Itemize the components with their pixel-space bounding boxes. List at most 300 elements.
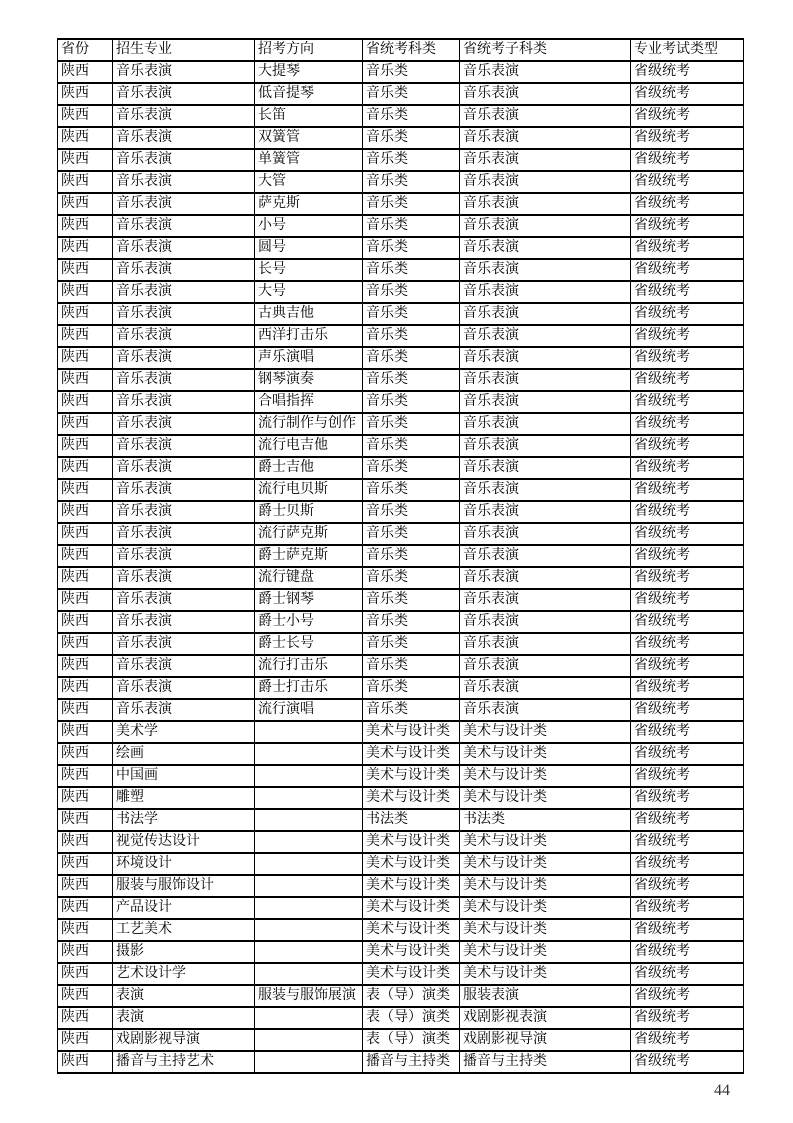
table-cell: 音乐类 — [363, 61, 460, 83]
table-cell: 音乐表演 — [113, 325, 255, 347]
table-cell: 爵士打击乐 — [255, 677, 363, 699]
table-cell: 大提琴 — [255, 61, 363, 83]
table-cell: 音乐表演 — [460, 611, 631, 633]
table-cell: 省级统考 — [631, 633, 744, 655]
table-cell: 音乐类 — [363, 567, 460, 589]
table-cell: 美术与设计类 — [363, 721, 460, 743]
table-cell: 美术与设计类 — [460, 963, 631, 985]
table-cell: 省级统考 — [631, 677, 744, 699]
table-cell: 省级统考 — [631, 743, 744, 765]
table-cell: 美术与设计类 — [460, 743, 631, 765]
table-row — [58, 127, 744, 149]
table-row — [58, 589, 744, 611]
table-cell: 省级统考 — [631, 919, 744, 941]
table-cell: 长笛 — [255, 105, 363, 127]
table-cell: 音乐类 — [363, 611, 460, 633]
table-cell: 省级统考 — [631, 897, 744, 919]
table-row — [58, 875, 744, 897]
table-cell: 音乐类 — [363, 369, 460, 391]
table-cell: 省级统考 — [631, 875, 744, 897]
table-cell: 音乐类 — [363, 589, 460, 611]
table-cell — [255, 853, 363, 875]
table-cell — [255, 919, 363, 941]
header-row — [58, 39, 744, 61]
table-cell: 音乐表演 — [460, 127, 631, 149]
table-cell: 陕西 — [58, 787, 113, 809]
table-cell: 陕西 — [58, 259, 113, 281]
table-cell: 省级统考 — [631, 369, 744, 391]
table-cell: 戏剧影视导演 — [113, 1029, 255, 1051]
table-cell: 陕西 — [58, 853, 113, 875]
table-cell: 爵士贝斯 — [255, 501, 363, 523]
table-cell: 陕西 — [58, 523, 113, 545]
table-cell: 美术与设计类 — [363, 897, 460, 919]
table-cell: 长号 — [255, 259, 363, 281]
table-cell: 省级统考 — [631, 831, 744, 853]
table-cell: 省级统考 — [631, 545, 744, 567]
table-cell: 美术与设计类 — [460, 919, 631, 941]
table-cell: 美术与设计类 — [363, 787, 460, 809]
table-cell: 音乐表演 — [113, 237, 255, 259]
table-cell: 声乐演唱 — [255, 347, 363, 369]
table-cell: 音乐类 — [363, 83, 460, 105]
table-cell: 省级统考 — [631, 963, 744, 985]
table-cell: 省级统考 — [631, 655, 744, 677]
table-cell — [255, 721, 363, 743]
table-row — [58, 787, 744, 809]
table-cell: 音乐类 — [363, 391, 460, 413]
table-cell: 音乐表演 — [113, 501, 255, 523]
table-row — [58, 523, 744, 545]
table-cell: 省级统考 — [631, 303, 744, 325]
table-cell: 陕西 — [58, 655, 113, 677]
table-cell: 陕西 — [58, 743, 113, 765]
table-row — [58, 281, 744, 303]
table-cell — [255, 941, 363, 963]
table-cell: 省级统考 — [631, 567, 744, 589]
table-cell: 美术与设计类 — [363, 875, 460, 897]
table-cell: 书法类 — [363, 809, 460, 831]
table-row — [58, 699, 744, 721]
table-cell: 艺术设计学 — [113, 963, 255, 985]
table-cell: 美术与设计类 — [460, 831, 631, 853]
table-cell: 播音与主持类 — [460, 1051, 631, 1073]
table-cell: 美术与设计类 — [363, 963, 460, 985]
table-cell: 合唱指挥 — [255, 391, 363, 413]
table-cell: 音乐表演 — [113, 699, 255, 721]
table-cell: 美术与设计类 — [460, 853, 631, 875]
table-cell: 陕西 — [58, 963, 113, 985]
table-cell: 陕西 — [58, 633, 113, 655]
table-cell: 流行键盘 — [255, 567, 363, 589]
table-cell: 双簧管 — [255, 127, 363, 149]
table-cell: 美术与设计类 — [363, 765, 460, 787]
table-cell: 陕西 — [58, 193, 113, 215]
table-cell: 古典吉他 — [255, 303, 363, 325]
table-row — [58, 941, 744, 963]
table-cell: 省级统考 — [631, 699, 744, 721]
table-cell: 音乐类 — [363, 347, 460, 369]
table-cell: 陕西 — [58, 765, 113, 787]
table-cell: 音乐类 — [363, 281, 460, 303]
table-cell: 陕西 — [58, 1007, 113, 1029]
table-cell: 音乐类 — [363, 457, 460, 479]
table-cell: 陕西 — [58, 215, 113, 237]
table-cell: 爵士吉他 — [255, 457, 363, 479]
table-cell: 省级统考 — [631, 479, 744, 501]
table-cell: 陕西 — [58, 391, 113, 413]
table-cell: 音乐表演 — [460, 567, 631, 589]
table-row — [58, 765, 744, 787]
column-header: 招考方向 — [255, 39, 363, 61]
table-cell — [255, 765, 363, 787]
table-row — [58, 963, 744, 985]
table-cell: 单簧管 — [255, 149, 363, 171]
table-cell: 音乐类 — [363, 127, 460, 149]
table-cell: 音乐表演 — [113, 193, 255, 215]
table-row — [58, 501, 744, 523]
table-cell: 音乐表演 — [460, 105, 631, 127]
table-cell: 工艺美术 — [113, 919, 255, 941]
table-cell: 大号 — [255, 281, 363, 303]
table-cell — [255, 897, 363, 919]
table-cell: 流行电吉他 — [255, 435, 363, 457]
table-cell: 省级统考 — [631, 237, 744, 259]
table-cell: 陕西 — [58, 303, 113, 325]
table-cell: 陕西 — [58, 809, 113, 831]
table-cell: 音乐表演 — [460, 61, 631, 83]
table-cell: 美术与设计类 — [460, 721, 631, 743]
table-cell: 音乐表演 — [113, 281, 255, 303]
table-cell: 音乐表演 — [113, 413, 255, 435]
table-cell: 萨克斯 — [255, 193, 363, 215]
table-cell: 省级统考 — [631, 611, 744, 633]
table-cell: 陕西 — [58, 831, 113, 853]
table-cell: 省级统考 — [631, 809, 744, 831]
table-cell: 省级统考 — [631, 1007, 744, 1029]
table-row — [58, 435, 744, 457]
table-cell: 表演 — [113, 985, 255, 1007]
table-cell: 美术学 — [113, 721, 255, 743]
table-cell: 陕西 — [58, 369, 113, 391]
table-cell: 服装与服饰展演 — [255, 985, 363, 1007]
table-row — [58, 325, 744, 347]
table-cell: 陕西 — [58, 413, 113, 435]
table-cell: 陕西 — [58, 611, 113, 633]
table-cell: 省级统考 — [631, 457, 744, 479]
table-cell: 服装表演 — [460, 985, 631, 1007]
table-row — [58, 611, 744, 633]
column-header: 省份 — [58, 39, 113, 61]
table-cell: 音乐表演 — [460, 523, 631, 545]
table-cell: 音乐类 — [363, 699, 460, 721]
table-cell: 音乐表演 — [113, 523, 255, 545]
table-cell: 表（导）演类 — [363, 1007, 460, 1029]
table-row — [58, 237, 744, 259]
table-cell: 音乐类 — [363, 545, 460, 567]
table-cell: 音乐表演 — [460, 215, 631, 237]
table-cell: 音乐表演 — [113, 655, 255, 677]
table-row — [58, 985, 744, 1007]
table-cell: 表演 — [113, 1007, 255, 1029]
table-cell: 音乐表演 — [460, 677, 631, 699]
table-cell: 戏剧影视表演 — [460, 1007, 631, 1029]
table-row — [58, 831, 744, 853]
table-cell: 陕西 — [58, 347, 113, 369]
table-cell: 音乐表演 — [113, 83, 255, 105]
table-cell: 音乐表演 — [113, 391, 255, 413]
table-cell: 省级统考 — [631, 1051, 744, 1073]
table-cell: 音乐类 — [363, 413, 460, 435]
table-cell: 流行打击乐 — [255, 655, 363, 677]
table-cell: 表（导）演类 — [363, 1029, 460, 1051]
table-cell: 省级统考 — [631, 171, 744, 193]
table-row — [58, 677, 744, 699]
table-cell — [255, 787, 363, 809]
table-cell: 省级统考 — [631, 61, 744, 83]
table-cell: 音乐表演 — [113, 677, 255, 699]
table-cell: 陕西 — [58, 325, 113, 347]
table-cell: 省级统考 — [631, 435, 744, 457]
table-row — [58, 105, 744, 127]
table-cell: 省级统考 — [631, 347, 744, 369]
table-row — [58, 655, 744, 677]
table-cell: 省级统考 — [631, 721, 744, 743]
table-row — [58, 1007, 744, 1029]
table-cell: 音乐类 — [363, 105, 460, 127]
table-cell: 陕西 — [58, 589, 113, 611]
table-row — [58, 743, 744, 765]
table-cell: 流行演唱 — [255, 699, 363, 721]
table-cell: 陕西 — [58, 457, 113, 479]
table-row — [58, 369, 744, 391]
table-cell: 陕西 — [58, 985, 113, 1007]
table-cell: 音乐表演 — [113, 171, 255, 193]
table-cell: 陕西 — [58, 501, 113, 523]
table-cell: 省级统考 — [631, 1029, 744, 1051]
table-cell: 美术与设计类 — [460, 897, 631, 919]
table-cell: 美术与设计类 — [460, 875, 631, 897]
table-cell: 音乐类 — [363, 237, 460, 259]
table-cell: 音乐表演 — [460, 633, 631, 655]
admissions-table — [57, 38, 744, 1074]
table-cell: 省级统考 — [631, 325, 744, 347]
table-cell: 音乐表演 — [460, 149, 631, 171]
table-cell: 省级统考 — [631, 985, 744, 1007]
table-cell: 小号 — [255, 215, 363, 237]
table-cell: 音乐表演 — [113, 259, 255, 281]
table-cell: 音乐表演 — [460, 501, 631, 523]
column-header: 招生专业 — [113, 39, 255, 61]
column-header: 省统考科类 — [363, 39, 460, 61]
table-cell: 美术与设计类 — [460, 941, 631, 963]
table-cell: 流行萨克斯 — [255, 523, 363, 545]
table-row — [58, 171, 744, 193]
table-cell: 音乐表演 — [460, 83, 631, 105]
table-cell: 音乐表演 — [113, 545, 255, 567]
table-cell: 爵士萨克斯 — [255, 545, 363, 567]
table-cell: 钢琴演奏 — [255, 369, 363, 391]
table-cell: 音乐表演 — [113, 347, 255, 369]
table-cell: 陕西 — [58, 435, 113, 457]
table-cell: 音乐表演 — [113, 61, 255, 83]
table-cell: 省级统考 — [631, 501, 744, 523]
table-cell: 音乐类 — [363, 259, 460, 281]
table-cell: 环境设计 — [113, 853, 255, 875]
table-cell: 播音与主持艺术 — [113, 1051, 255, 1073]
table-cell: 陕西 — [58, 83, 113, 105]
table-cell: 音乐表演 — [113, 479, 255, 501]
table-row — [58, 259, 744, 281]
table-cell: 陕西 — [58, 127, 113, 149]
table-cell: 戏剧影视导演 — [460, 1029, 631, 1051]
table-cell: 书法类 — [460, 809, 631, 831]
table-cell: 圆号 — [255, 237, 363, 259]
table-cell: 音乐表演 — [113, 567, 255, 589]
table-cell: 陕西 — [58, 721, 113, 743]
table-cell: 音乐表演 — [460, 391, 631, 413]
table-row — [58, 721, 744, 743]
table-cell: 音乐类 — [363, 193, 460, 215]
table-cell: 音乐表演 — [113, 105, 255, 127]
table-cell: 省级统考 — [631, 281, 744, 303]
table-cell: 陕西 — [58, 479, 113, 501]
table-cell: 音乐表演 — [460, 589, 631, 611]
table-cell: 表（导）演类 — [363, 985, 460, 1007]
table-cell: 音乐表演 — [460, 479, 631, 501]
table-cell: 省级统考 — [631, 83, 744, 105]
table-cell: 爵士长号 — [255, 633, 363, 655]
table-row — [58, 61, 744, 83]
table-cell: 省级统考 — [631, 787, 744, 809]
table-cell: 音乐表演 — [460, 259, 631, 281]
table-cell: 音乐类 — [363, 501, 460, 523]
table-row — [58, 83, 744, 105]
table-cell: 美术与设计类 — [363, 853, 460, 875]
table-cell: 音乐表演 — [460, 413, 631, 435]
table-cell: 陕西 — [58, 919, 113, 941]
table-cell: 陕西 — [58, 567, 113, 589]
table-cell: 音乐类 — [363, 435, 460, 457]
table-cell: 音乐表演 — [460, 435, 631, 457]
table-row — [58, 347, 744, 369]
table-cell: 音乐表演 — [113, 127, 255, 149]
table-row — [58, 1051, 744, 1073]
table-cell: 音乐表演 — [460, 281, 631, 303]
table-cell: 省级统考 — [631, 413, 744, 435]
table-cell: 音乐表演 — [113, 215, 255, 237]
table-row — [58, 567, 744, 589]
table-row — [58, 215, 744, 237]
table-header — [58, 39, 744, 61]
table-cell: 省级统考 — [631, 853, 744, 875]
table-cell: 书法学 — [113, 809, 255, 831]
table-row — [58, 303, 744, 325]
table-row — [58, 809, 744, 831]
table-cell: 音乐类 — [363, 633, 460, 655]
table-cell: 音乐类 — [363, 149, 460, 171]
table-cell: 音乐表演 — [113, 149, 255, 171]
table-cell: 流行制作与创作 — [255, 413, 363, 435]
table-cell: 中国画 — [113, 765, 255, 787]
table-cell: 音乐表演 — [460, 303, 631, 325]
table-cell: 陕西 — [58, 1051, 113, 1073]
table-cell: 西洋打击乐 — [255, 325, 363, 347]
table-cell: 音乐类 — [363, 325, 460, 347]
table-cell: 省级统考 — [631, 941, 744, 963]
table-cell: 音乐表演 — [460, 193, 631, 215]
table-cell: 省级统考 — [631, 193, 744, 215]
table-cell: 美术与设计类 — [363, 919, 460, 941]
table-cell: 爵士小号 — [255, 611, 363, 633]
table-cell: 陕西 — [58, 677, 113, 699]
table-cell: 陕西 — [58, 149, 113, 171]
table-row — [58, 149, 744, 171]
table-cell: 流行电贝斯 — [255, 479, 363, 501]
table-cell: 省级统考 — [631, 105, 744, 127]
table-cell: 音乐表演 — [460, 237, 631, 259]
table-cell — [255, 875, 363, 897]
table-cell: 音乐表演 — [460, 699, 631, 721]
table-cell — [255, 743, 363, 765]
table-cell: 陕西 — [58, 171, 113, 193]
table-row — [58, 853, 744, 875]
table-cell: 陕西 — [58, 1029, 113, 1051]
table-cell: 雕塑 — [113, 787, 255, 809]
table-cell — [255, 1051, 363, 1073]
table-cell: 音乐表演 — [113, 457, 255, 479]
table-cell: 音乐表演 — [460, 325, 631, 347]
table-cell: 音乐表演 — [113, 435, 255, 457]
table-cell — [255, 809, 363, 831]
table-row — [58, 897, 744, 919]
table-cell: 音乐表演 — [113, 611, 255, 633]
table-cell: 低音提琴 — [255, 83, 363, 105]
table-row — [58, 413, 744, 435]
table-cell: 美术与设计类 — [363, 831, 460, 853]
table-cell: 陕西 — [58, 897, 113, 919]
table-cell: 省级统考 — [631, 127, 744, 149]
table-cell: 音乐类 — [363, 215, 460, 237]
column-header: 专业考试类型 — [631, 39, 744, 61]
table-cell — [255, 963, 363, 985]
table-cell: 省级统考 — [631, 149, 744, 171]
table-cell: 大管 — [255, 171, 363, 193]
table-cell: 陕西 — [58, 941, 113, 963]
table-row — [58, 479, 744, 501]
table-cell — [255, 1007, 363, 1029]
table-cell: 音乐表演 — [460, 369, 631, 391]
table-row — [58, 391, 744, 413]
table-cell: 陕西 — [58, 237, 113, 259]
table-cell: 美术与设计类 — [460, 787, 631, 809]
table-cell: 音乐表演 — [460, 655, 631, 677]
table-row — [58, 193, 744, 215]
table-cell: 音乐类 — [363, 523, 460, 545]
table-cell: 陕西 — [58, 545, 113, 567]
table-cell: 播音与主持类 — [363, 1051, 460, 1073]
table-cell: 省级统考 — [631, 589, 744, 611]
table-cell: 音乐表演 — [113, 633, 255, 655]
table-cell: 省级统考 — [631, 765, 744, 787]
table-cell: 摄影 — [113, 941, 255, 963]
table-cell: 省级统考 — [631, 215, 744, 237]
table-cell: 音乐类 — [363, 171, 460, 193]
table-cell: 绘画 — [113, 743, 255, 765]
table-cell — [255, 831, 363, 853]
table-cell: 音乐类 — [363, 677, 460, 699]
table-cell: 美术与设计类 — [363, 941, 460, 963]
